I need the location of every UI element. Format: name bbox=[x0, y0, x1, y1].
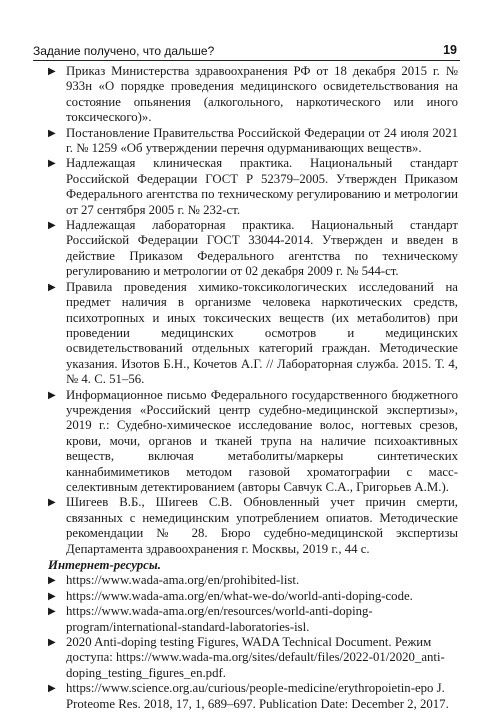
internet-resources-heading: Интернет-ресурсы. bbox=[48, 558, 161, 572]
reference-item bbox=[48, 126, 458, 157]
reference-item bbox=[48, 156, 458, 218]
bullet-arrow-icon: ▶ bbox=[48, 158, 56, 170]
bullet-arrow-icon: ▶ bbox=[48, 497, 56, 509]
reference-item bbox=[48, 280, 458, 388]
bullet-arrow-icon: ▶ bbox=[48, 683, 56, 695]
internet-resource-list bbox=[48, 573, 458, 712]
bullet-arrow-icon: ▶ bbox=[48, 127, 56, 139]
reference-text: Надлежащая лабораторная практика. Национальный стандарт Российской Федерации ГОСТ 33044-2014. Утвержден и введен в действие Приказом Федерального агентства по техническому регулированию и метрологии от 02 декабря 2009 г. № 544-ст. bbox=[66, 218, 458, 279]
bullet-arrow-icon: ▶ bbox=[48, 220, 56, 232]
reference-item bbox=[48, 64, 458, 126]
internet-resource-item[interactable] bbox=[48, 573, 458, 588]
reference-text: Надлежащая клиническая практика. Национальный стандарт Российской Федерации ГОСТ Р 52379–2005. Утвержден Приказом Федерального агентства по техническому регулированию и метрологии от 27 сентября 2005 г. № 232-ст. bbox=[66, 156, 458, 217]
reference-text: Правила проведения химико-токсикологических исследований на предмет наличия в организме человека наркотических средств, психотропных и иных токсических веществ (их метаболитов) при проведении медицинских осмотров и медицинских освидетельствований отдельных категорий граждан. Методические указания. Изотов Б.Н., Кочетов А.Г. // Лабораторная служба. 2015. Т. 4, № 4. С. 51–56. bbox=[66, 279, 458, 387]
reference-content bbox=[48, 64, 458, 712]
reference-text: Постановление Правительства Российской Федерации от 24 июля 2021 г. № 1259 «Об утверждении перечня одурманивающих веществ». bbox=[66, 125, 458, 156]
reference-text: Приказ Министерства здравоохранения РФ от 18 декабря 2015 г. № 933н «О порядке проведения медицинского освидетельствования на состояние опьянения (алкогольного, наркотического или иного токсического)». bbox=[66, 64, 458, 125]
resource-link[interactable]: https://www.wada-ama.org/en/what-we-do/world-anti-doping-code. bbox=[66, 588, 413, 603]
reference-item bbox=[48, 218, 458, 280]
internet-resource-item[interactable] bbox=[48, 589, 458, 604]
internet-resource-item[interactable] bbox=[48, 635, 458, 681]
resource-link[interactable]: https://www.wada-ama.org/en/prohibited-list. bbox=[66, 573, 300, 588]
bullet-arrow-icon: ▶ bbox=[48, 637, 56, 649]
internet-resource-item[interactable] bbox=[48, 604, 458, 635]
bullet-arrow-icon: ▶ bbox=[48, 606, 56, 618]
reference-text: Шигеев В.Б., Шигеев С.В. Обновленный учет причин смерти, связанных с немедицинским употреблением опиатов. Методические рекомендации № 28. Бюро судебно-медицинской экспертизы Департамента здравоохранения г. Москвы, 2019 г., 44 с. bbox=[66, 495, 458, 556]
running-header bbox=[33, 41, 457, 61]
resource-link[interactable]: 2020 Anti-doping testing Figures, WADA Technical Document. Режим доступа: https://www.wada-ma.org/sites/default/files/2022-01/2020_anti-doping_testing_figures_en.pdf. bbox=[66, 635, 445, 680]
internet-resource-item[interactable] bbox=[48, 681, 458, 712]
page-number: 19 bbox=[443, 43, 457, 57]
bullet-arrow-icon: ▶ bbox=[48, 66, 56, 77]
resource-link[interactable]: https://www.science.org.au/curious/people-medicine/erythropoietin-epo J. Proteome Res. 2018, 17, 1, 689–697. Publication Date: December 2, 2017. bbox=[66, 681, 449, 711]
running-header-title: Задание получено, что дальше? bbox=[33, 44, 215, 58]
reference-item bbox=[48, 388, 458, 496]
reference-text: Информационное письмо Федерального государственного бюджетного учреждения «Российский центр судебно-медицинской экспертизы», 2019 г.: Судебно-химическое исследование волос, ногтевых срезов, крови, мочи, органов и тканей трупа на наличие психоактивных веществ, включая метаболиты/маркеры синтетических каннабимиметиков методом газовой хроматографии с масс-селективным детектированием (авторы Савчук С.А., Григорьев А.М.). bbox=[66, 387, 458, 494]
bullet-arrow-icon: ▶ bbox=[48, 590, 56, 602]
reference-list bbox=[48, 64, 458, 557]
resource-link[interactable]: https://www.wada-ama.org/en/resources/world-anti-doping-program/international-standard-laboratories-isl. bbox=[66, 604, 373, 634]
reference-item bbox=[48, 495, 458, 557]
bullet-arrow-icon: ▶ bbox=[48, 281, 56, 293]
bullet-arrow-icon: ▶ bbox=[48, 575, 56, 587]
bullet-arrow-icon: ▶ bbox=[48, 389, 56, 401]
header-divider bbox=[33, 60, 460, 61]
